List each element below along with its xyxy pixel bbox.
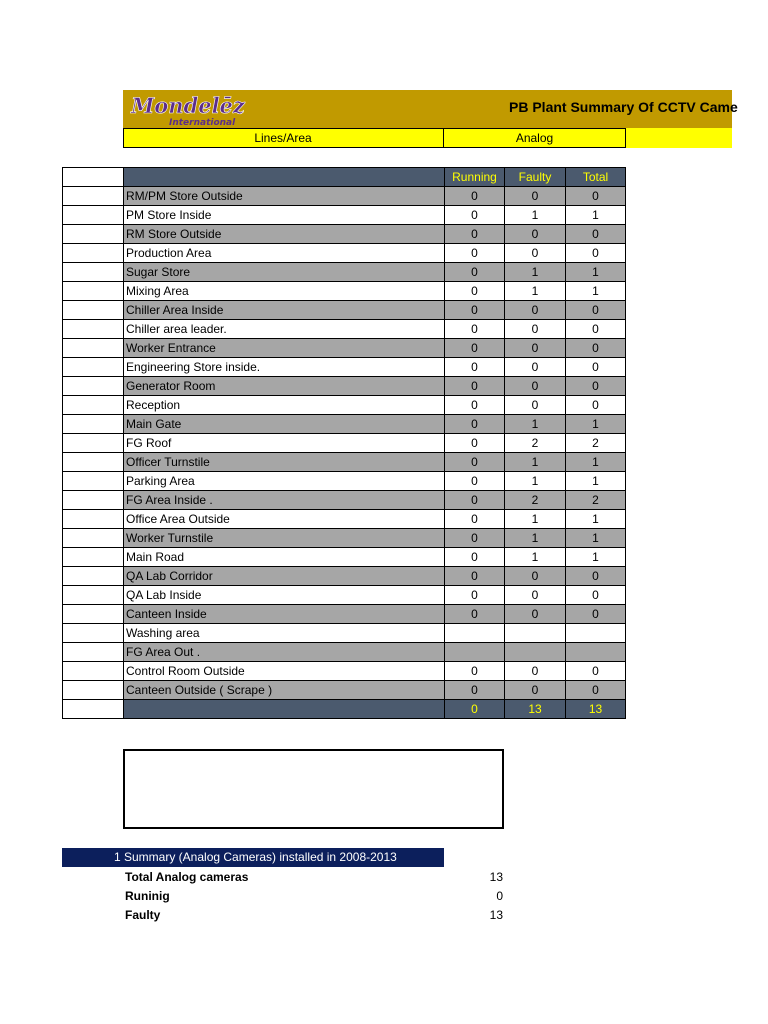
total-cell <box>566 624 626 643</box>
area-cell: Worker Turnstile <box>124 529 445 548</box>
total-cell: 0 <box>566 605 626 624</box>
area-cell: PM Store Inside <box>124 206 445 225</box>
total-cell: 1 <box>566 263 626 282</box>
faulty-cell: 1 <box>505 472 566 491</box>
total-cell: 1 <box>566 282 626 301</box>
total-cell: 0 <box>566 244 626 263</box>
running-cell: 0 <box>445 415 505 434</box>
area-cell: Production Area <box>124 244 445 263</box>
row-blank-cell <box>63 548 124 567</box>
row-blank-cell <box>63 510 124 529</box>
area-cell: QA Lab Corridor <box>124 567 445 586</box>
table-row <box>63 263 626 282</box>
total-cell: 0 <box>566 301 626 320</box>
table-row <box>63 586 626 605</box>
row-blank-cell <box>63 320 124 339</box>
table-row <box>63 472 626 491</box>
faulty-cell: 0 <box>505 396 566 415</box>
total-cell: 1 <box>566 415 626 434</box>
row-blank-cell <box>63 187 124 206</box>
row-blank-cell <box>63 643 124 662</box>
table-row <box>63 643 626 662</box>
table-row <box>63 301 626 320</box>
total-cell: 0 <box>566 225 626 244</box>
faulty-cell: 0 <box>505 320 566 339</box>
row-blank-cell <box>63 358 124 377</box>
faulty-cell: 0 <box>505 358 566 377</box>
total-cell: 0 <box>566 396 626 415</box>
running-cell: 0 <box>445 472 505 491</box>
total-faulty: 13 <box>505 700 566 719</box>
table-row <box>63 605 626 624</box>
mondelez-logo <box>123 90 253 128</box>
summary-row: Runinig 0 <box>125 889 503 903</box>
running-cell: 0 <box>445 282 505 301</box>
total-cell: 1 <box>566 206 626 225</box>
summary-row: Faulty 13 <box>125 908 503 922</box>
area-cell: RM Store Outside <box>124 225 445 244</box>
total-cell: 1 <box>566 510 626 529</box>
table-row <box>63 225 626 244</box>
total-running: 0 <box>445 700 505 719</box>
total-cell: 0 <box>566 681 626 700</box>
table-totals-row <box>63 700 626 719</box>
summary-heading: 1 Summary (Analog Cameras) installed in 2008-2013 <box>114 850 397 864</box>
table-row <box>63 282 626 301</box>
faulty-cell: 1 <box>505 206 566 225</box>
area-cell: Canteen Outside ( Scrape ) <box>124 681 445 700</box>
running-cell: 0 <box>445 263 505 282</box>
sheet-header <box>123 90 738 128</box>
running-cell: 0 <box>445 586 505 605</box>
running-cell: 0 <box>445 320 505 339</box>
area-cell: Officer Turnstile <box>124 453 445 472</box>
running-cell: 0 <box>445 434 505 453</box>
area-cell: FG Roof <box>124 434 445 453</box>
table-row <box>63 434 626 453</box>
total-cell: 0 <box>566 320 626 339</box>
area-cell: Parking Area <box>124 472 445 491</box>
faulty-cell <box>505 643 566 662</box>
running-cell: 0 <box>445 396 505 415</box>
total-cell: 2 <box>566 434 626 453</box>
total-cell: 0 <box>566 567 626 586</box>
faulty-cell: 1 <box>505 529 566 548</box>
page-title: PB Plant Summary Of CCTV Came <box>509 99 738 115</box>
row-blank-cell <box>63 282 124 301</box>
area-cell: FG Area Out . <box>124 643 445 662</box>
row-blank-cell <box>63 491 124 510</box>
faulty-cell: 1 <box>505 453 566 472</box>
total-cell: 0 <box>566 339 626 358</box>
running-cell <box>445 643 505 662</box>
faulty-cell: 1 <box>505 415 566 434</box>
faulty-cell: 1 <box>505 263 566 282</box>
area-cell: Chiller Area Inside <box>124 301 445 320</box>
row-blank-cell <box>63 681 124 700</box>
analog-header: Analog <box>444 128 626 148</box>
area-cell: Sugar Store <box>124 263 445 282</box>
row-blank-cell <box>63 339 124 358</box>
total-cell: 0 <box>566 358 626 377</box>
running-cell: 0 <box>445 206 505 225</box>
running-cell: 0 <box>445 548 505 567</box>
lines-area-header: Lines/Area <box>123 128 444 148</box>
total-cell: 1 <box>566 529 626 548</box>
table-row <box>63 624 626 643</box>
table-row <box>63 510 626 529</box>
area-cell: Mixing Area <box>124 282 445 301</box>
faulty-cell: 0 <box>505 605 566 624</box>
table-row <box>63 320 626 339</box>
total-total: 13 <box>566 700 626 719</box>
row-blank-cell <box>63 206 124 225</box>
total-cell: 1 <box>566 453 626 472</box>
row-blank-cell <box>63 662 124 681</box>
row-blank-cell <box>63 434 124 453</box>
table-row <box>63 415 626 434</box>
area-cell: RM/PM Store Outside <box>124 187 445 206</box>
running-cell: 0 <box>445 529 505 548</box>
row-blank-cell <box>63 453 124 472</box>
total-cell: 0 <box>566 662 626 681</box>
area-cell: Main Road <box>124 548 445 567</box>
row-blank-cell <box>63 567 124 586</box>
faulty-cell: 0 <box>505 244 566 263</box>
row-blank-cell <box>63 700 124 719</box>
col-running: Running <box>445 168 505 187</box>
row-blank-cell <box>63 263 124 282</box>
row-blank-cell <box>63 244 124 263</box>
running-cell: 0 <box>445 510 505 529</box>
cctv-table <box>62 167 626 719</box>
total-cell: 1 <box>566 472 626 491</box>
faulty-cell: 2 <box>505 491 566 510</box>
faulty-cell: 0 <box>505 339 566 358</box>
faulty-cell: 0 <box>505 567 566 586</box>
total-cell: 1 <box>566 548 626 567</box>
faulty-cell: 2 <box>505 434 566 453</box>
faulty-cell: 0 <box>505 225 566 244</box>
area-cell: FG Area Inside . <box>124 491 445 510</box>
faulty-cell: 0 <box>505 377 566 396</box>
area-cell: Chiller area leader. <box>124 320 445 339</box>
total-cell: 0 <box>566 377 626 396</box>
table-row <box>63 187 626 206</box>
area-cell: Control Room Outside <box>124 662 445 681</box>
row-blank-cell <box>63 472 124 491</box>
running-cell: 0 <box>445 244 505 263</box>
running-cell: 0 <box>445 187 505 206</box>
table-row <box>63 377 626 396</box>
col-faulty: Faulty <box>505 168 566 187</box>
table-row <box>63 206 626 225</box>
running-cell: 0 <box>445 662 505 681</box>
summary-heading-bar <box>62 848 444 867</box>
svg-text:International: International <box>169 118 236 128</box>
faulty-cell: 0 <box>505 586 566 605</box>
total-cell: 2 <box>566 491 626 510</box>
area-cell: Main Gate <box>124 415 445 434</box>
table-row <box>63 662 626 681</box>
row-blank-cell <box>63 396 124 415</box>
running-cell: 0 <box>445 491 505 510</box>
running-cell: 0 <box>445 453 505 472</box>
row-blank-cell <box>63 586 124 605</box>
area-cell: Engineering Store inside. <box>124 358 445 377</box>
area-cell: Washing area <box>124 624 445 643</box>
area-cell: Worker Entrance <box>124 339 445 358</box>
table-row <box>63 548 626 567</box>
total-cell: 0 <box>566 586 626 605</box>
row-blank-cell <box>63 301 124 320</box>
area-cell: Canteen Inside <box>124 605 445 624</box>
faulty-cell <box>505 624 566 643</box>
faulty-cell: 1 <box>505 548 566 567</box>
faulty-cell: 0 <box>505 301 566 320</box>
row-blank-cell <box>63 529 124 548</box>
table-row <box>63 244 626 263</box>
faulty-cell: 1 <box>505 282 566 301</box>
row-blank-cell <box>63 225 124 244</box>
faulty-cell: 0 <box>505 662 566 681</box>
totals-label-cell <box>124 700 445 719</box>
col-total: Total <box>566 168 626 187</box>
column-group-header <box>123 128 732 148</box>
total-cell: 0 <box>566 187 626 206</box>
running-cell: 0 <box>445 225 505 244</box>
area-cell: Generator Room <box>124 377 445 396</box>
running-cell: 0 <box>445 681 505 700</box>
table-row <box>63 396 626 415</box>
faulty-cell: 0 <box>505 187 566 206</box>
running-cell: 0 <box>445 301 505 320</box>
running-cell: 0 <box>445 605 505 624</box>
running-cell: 0 <box>445 358 505 377</box>
running-cell <box>445 624 505 643</box>
table-row <box>63 358 626 377</box>
area-cell: Reception <box>124 396 445 415</box>
summary-row: Total Analog cameras 13 <box>125 870 503 884</box>
table-row <box>63 339 626 358</box>
running-cell: 0 <box>445 377 505 396</box>
row-blank-cell <box>63 415 124 434</box>
faulty-cell: 0 <box>505 681 566 700</box>
notes-box <box>123 749 504 829</box>
table-row <box>63 491 626 510</box>
row-blank-cell <box>63 377 124 396</box>
table-row <box>63 567 626 586</box>
table-row <box>63 681 626 700</box>
faulty-cell: 1 <box>505 510 566 529</box>
running-cell: 0 <box>445 339 505 358</box>
table-row <box>63 453 626 472</box>
row-blank-cell <box>63 605 124 624</box>
total-cell <box>566 643 626 662</box>
area-cell: QA Lab Inside <box>124 586 445 605</box>
table-row <box>63 529 626 548</box>
area-cell: Office Area Outside <box>124 510 445 529</box>
table-header-row <box>63 168 626 187</box>
row-blank-cell <box>63 624 124 643</box>
svg-text:Mondelēz: Mondelēz <box>131 93 245 118</box>
running-cell: 0 <box>445 567 505 586</box>
